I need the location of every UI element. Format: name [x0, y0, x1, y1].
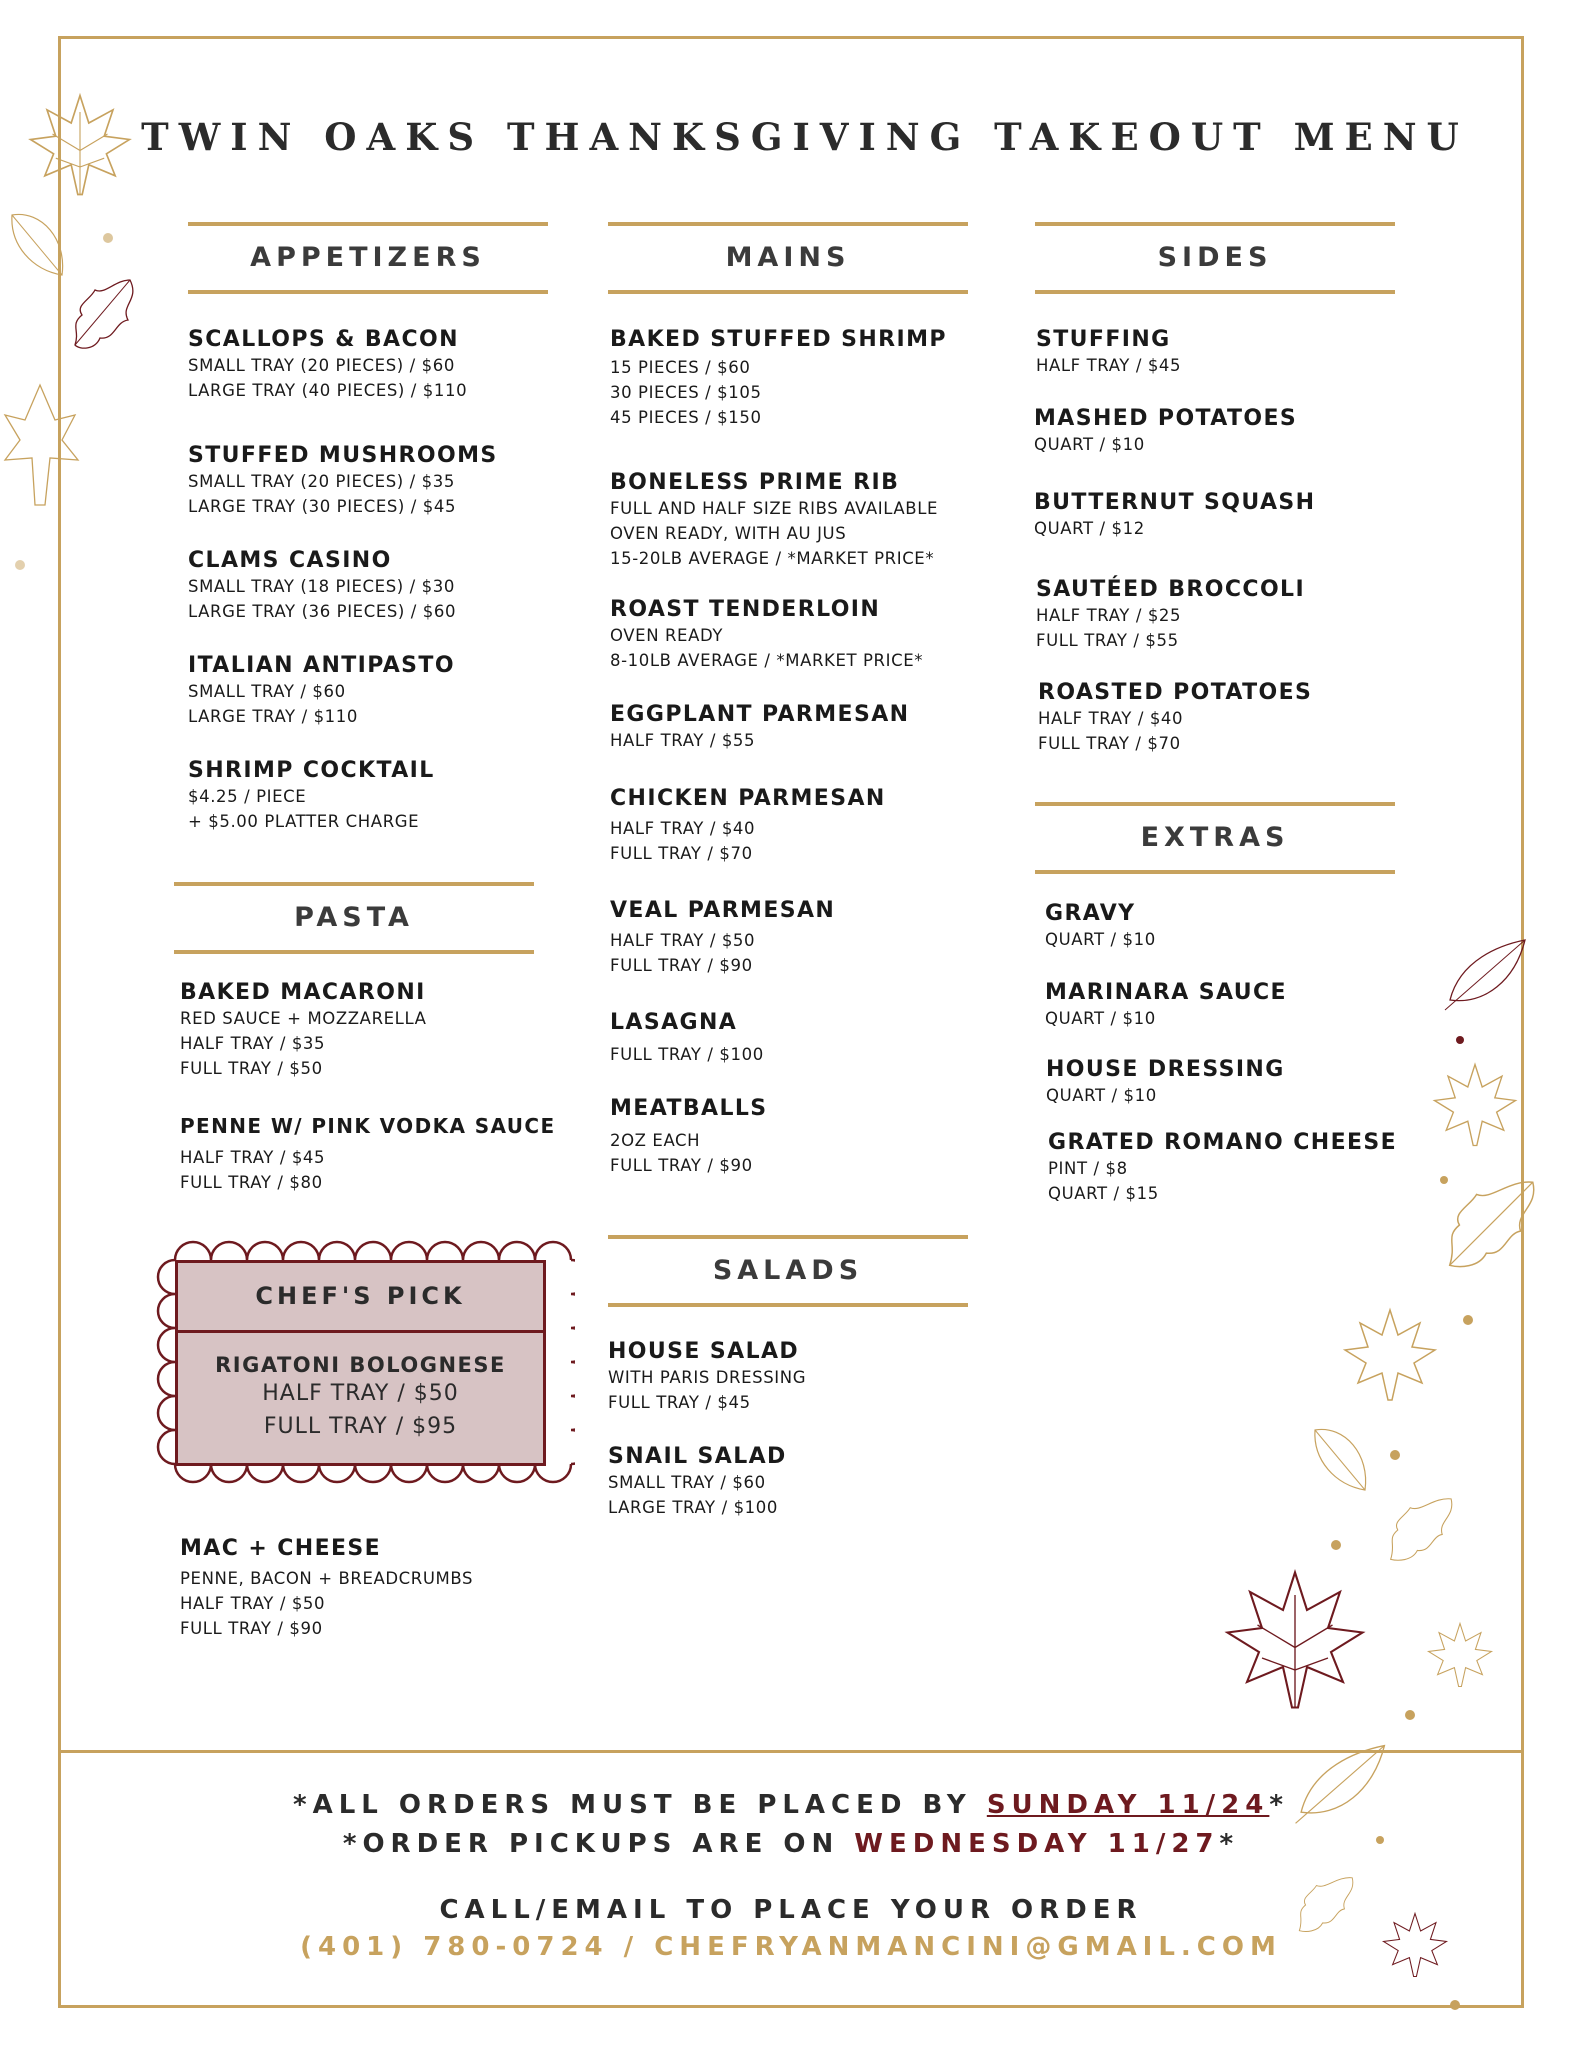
item-detail: QUART / $10	[1045, 930, 1156, 949]
frame-bottom	[58, 2005, 1524, 2008]
item-detail: SMALL TRAY (18 PIECES) / $30	[188, 577, 455, 596]
section-label: MAINS	[725, 242, 851, 273]
menu-item	[188, 443, 498, 519]
item-detail: LARGE TRAY (40 PIECES) / $110	[188, 381, 468, 400]
section-label: PASTA	[294, 902, 414, 933]
item-detail: HALF TRAY / $45	[180, 1148, 326, 1167]
item-detail: LARGE TRAY / $110	[188, 707, 358, 726]
item-detail: FULL TRAY / $70	[610, 844, 753, 863]
chefs-pick-box	[175, 1260, 546, 1466]
chefs-pick-title: CHEF'S PICK	[178, 1263, 543, 1333]
menu-item	[1034, 406, 1297, 457]
menu-item	[1038, 680, 1312, 756]
item-detail: QUART / $10	[1046, 1086, 1157, 1105]
item-detail: 45 PIECES / $150	[610, 408, 762, 427]
item-name: SNAIL SALAD	[608, 1444, 787, 1469]
menu-item	[610, 786, 886, 866]
item-name: VEAL PARMESAN	[610, 898, 836, 923]
item-detail: SMALL TRAY / $60	[608, 1473, 766, 1492]
menu-item	[610, 470, 938, 571]
item-detail: QUART / $10	[1045, 1009, 1156, 1028]
menu-item	[610, 702, 909, 753]
menu-item	[610, 1096, 768, 1178]
item-detail: FULL TRAY / $100	[610, 1045, 764, 1064]
deadline-suffix: *	[1269, 1790, 1289, 1820]
item-detail: QUART / $10	[1034, 435, 1145, 454]
section-header	[1035, 222, 1395, 294]
menu-item	[610, 898, 835, 978]
item-detail: PINT / $8	[1048, 1159, 1128, 1178]
menu-item	[1046, 1057, 1285, 1108]
item-detail: HALF TRAY / $25	[1036, 606, 1182, 625]
oak-leaf-icon	[60, 270, 150, 360]
item-name: ROASTED POTATOES	[1038, 680, 1313, 705]
section-header	[608, 1235, 968, 1307]
menu-item	[188, 327, 467, 403]
item-detail: SMALL TRAY (20 PIECES) / $60	[188, 356, 455, 375]
section-label: SALADS	[712, 1255, 864, 1286]
item-detail: FULL TRAY / $70	[1038, 734, 1181, 753]
item-detail: HALF TRAY / $35	[180, 1034, 326, 1053]
menu-item	[188, 653, 455, 729]
item-detail: HALF TRAY / $55	[610, 731, 756, 750]
item-name: MASHED POTATOES	[1034, 406, 1298, 431]
menu-item	[1036, 327, 1181, 378]
item-name: HOUSE SALAD	[608, 1339, 800, 1364]
item-detail: $4.25 / PIECE	[188, 787, 307, 806]
menu-item	[608, 1339, 806, 1415]
menu-item	[1036, 577, 1305, 653]
menu-item	[610, 1010, 764, 1067]
menu-item	[188, 548, 456, 624]
chefs-pick-item-name: RIGATONI BOLOGNESE	[215, 1353, 506, 1377]
item-detail: HALF TRAY / $40	[1038, 709, 1184, 728]
item-detail: FULL TRAY / $80	[180, 1173, 323, 1192]
item-detail: FULL TRAY / $45	[608, 1393, 751, 1412]
item-detail: LARGE TRAY (30 PIECES) / $45	[188, 497, 457, 516]
item-name: GRAVY	[1045, 901, 1136, 926]
menu-item	[1048, 1130, 1397, 1206]
item-detail: HALF TRAY / $45	[1036, 356, 1182, 375]
menu-item	[610, 327, 947, 430]
oak-leaf-icon	[1430, 1170, 1550, 1280]
item-detail: HALF TRAY / $50	[180, 1594, 326, 1613]
item-detail: HALF TRAY / $50	[610, 931, 756, 950]
item-detail: SMALL TRAY / $60	[188, 682, 346, 701]
section-sides	[1035, 222, 1395, 294]
item-name: MARINARA SAUCE	[1045, 980, 1287, 1005]
call-to-order: CALL/EMAIL TO PLACE YOUR ORDER	[439, 1895, 1143, 1925]
item-name: ROAST TENDERLOIN	[610, 597, 881, 622]
maple-leaf-icon	[0, 380, 80, 510]
item-detail: LARGE TRAY (36 PIECES) / $60	[188, 602, 457, 621]
item-name: BONELESS PRIME RIB	[610, 470, 900, 495]
item-detail: LARGE TRAY / $100	[608, 1498, 778, 1517]
item-detail: PENNE, BACON + BREADCRUMBS	[180, 1569, 474, 1588]
birch-leaf-icon	[1305, 1420, 1375, 1500]
item-detail: HALF TRAY / $40	[610, 819, 756, 838]
section-label: SIDES	[1157, 242, 1273, 273]
maple-leaf-icon	[1430, 1060, 1520, 1150]
pickup-notice	[0, 1829, 1582, 1859]
item-detail: FULL TRAY / $50	[180, 1059, 323, 1078]
item-name: CHICKEN PARMESAN	[610, 786, 886, 811]
section-label: EXTRAS	[1140, 822, 1290, 853]
section-header	[188, 222, 548, 294]
item-name: EGGPLANT PARMESAN	[610, 702, 910, 727]
item-name: STUFFING	[1036, 327, 1171, 352]
item-detail: + $5.00 PLATTER CHARGE	[188, 812, 420, 831]
item-detail: FULL TRAY / $90	[180, 1619, 323, 1638]
item-detail: FULL TRAY / $90	[610, 1156, 753, 1175]
item-name: HOUSE DRESSING	[1046, 1057, 1285, 1082]
item-name: GRATED ROMANO CHEESE	[1048, 1130, 1398, 1155]
page-title: TWIN OAKS THANKSGIVING TAKEOUT MENU	[141, 115, 1469, 159]
maple-leaf-icon	[1425, 1620, 1495, 1690]
item-name: SHRIMP COCKTAIL	[188, 758, 435, 783]
item-detail: OVEN READY	[610, 626, 724, 645]
oak-leaf-icon	[1380, 1490, 1460, 1570]
item-detail: 15-20LB AVERAGE / *MARKET PRICE*	[610, 549, 935, 568]
item-name: STUFFED MUSHROOMS	[188, 443, 498, 468]
item-name: BAKED MACARONI	[180, 980, 426, 1005]
maple-leaf-icon	[25, 90, 135, 200]
item-detail: WITH PARIS DRESSING	[608, 1368, 807, 1387]
item-name: MEATBALLS	[610, 1096, 768, 1121]
section-label: APPETIZERS	[250, 242, 486, 273]
item-name: MAC + CHEESE	[180, 1536, 382, 1561]
item-name: LASAGNA	[610, 1010, 738, 1035]
item-detail: SMALL TRAY (20 PIECES) / $35	[188, 472, 455, 491]
pickup-date: WEDNESDAY 11/27	[854, 1829, 1220, 1859]
section-appetizers	[188, 222, 548, 294]
pickup-prefix: *ORDER PICKUPS ARE ON	[342, 1829, 855, 1859]
item-detail: 2OZ EACH	[610, 1131, 701, 1150]
section-salads	[608, 1235, 968, 1307]
birch-leaf-icon	[1440, 935, 1530, 1025]
item-detail: 30 PIECES / $105	[610, 383, 762, 402]
section-header	[608, 222, 968, 294]
item-detail: FULL AND HALF SIZE RIBS AVAILABLE	[610, 499, 939, 518]
menu-item	[610, 597, 923, 673]
item-name: SCALLOPS & BACON	[188, 327, 459, 352]
item-name: BUTTERNUT SQUASH	[1034, 490, 1316, 515]
chefs-pick-price: HALF TRAY / $50	[262, 1381, 459, 1406]
item-detail: QUART / $15	[1048, 1184, 1159, 1203]
contact-info: (401) 780-0724 / CHEFRYANMANCINI@GMAIL.COM	[300, 1932, 1282, 1962]
section-extras	[1035, 802, 1395, 874]
chefs-pick-price: FULL TRAY / $95	[263, 1414, 458, 1439]
item-detail: 8-10LB AVERAGE / *MARKET PRICE*	[610, 651, 924, 670]
menu-item	[180, 1536, 473, 1641]
section-header	[174, 882, 534, 954]
item-detail: RED SAUCE + MOZZARELLA	[180, 1009, 427, 1028]
menu-item	[188, 758, 435, 834]
menu-item	[1045, 901, 1156, 952]
menu-item	[1034, 490, 1315, 541]
menu-item	[180, 980, 427, 1081]
frame-top	[58, 36, 1524, 39]
item-detail: QUART / $12	[1034, 519, 1145, 538]
deadline-date: SUNDAY 11/24	[986, 1790, 1270, 1820]
menu-item	[180, 1113, 556, 1195]
item-name: SAUTÉED BROCCOLI	[1036, 577, 1306, 602]
maple-leaf-icon	[1340, 1300, 1440, 1410]
menu-item	[1045, 980, 1287, 1031]
item-detail: OVEN READY, WITH AU JUS	[610, 524, 847, 543]
item-name: PENNE W/ PINK VODKA SAUCE	[180, 1114, 556, 1138]
item-detail: FULL TRAY / $55	[1036, 631, 1179, 650]
item-detail: 15 PIECES / $60	[610, 358, 751, 377]
order-deadline-notice	[0, 1790, 1582, 1820]
section-header	[1035, 802, 1395, 874]
maple-leaf-icon	[1220, 1555, 1370, 1725]
deadline-prefix: *ALL ORDERS MUST BE PLACED BY	[293, 1790, 987, 1820]
item-detail: FULL TRAY / $90	[610, 956, 753, 975]
item-name: CLAMS CASINO	[188, 548, 392, 573]
item-name: ITALIAN ANTIPASTO	[188, 653, 455, 678]
pickup-suffix: *	[1219, 1829, 1240, 1859]
section-mains	[608, 222, 968, 294]
menu-item	[608, 1444, 787, 1520]
item-name: BAKED STUFFED SHRIMP	[610, 327, 947, 352]
section-pasta	[174, 882, 534, 954]
